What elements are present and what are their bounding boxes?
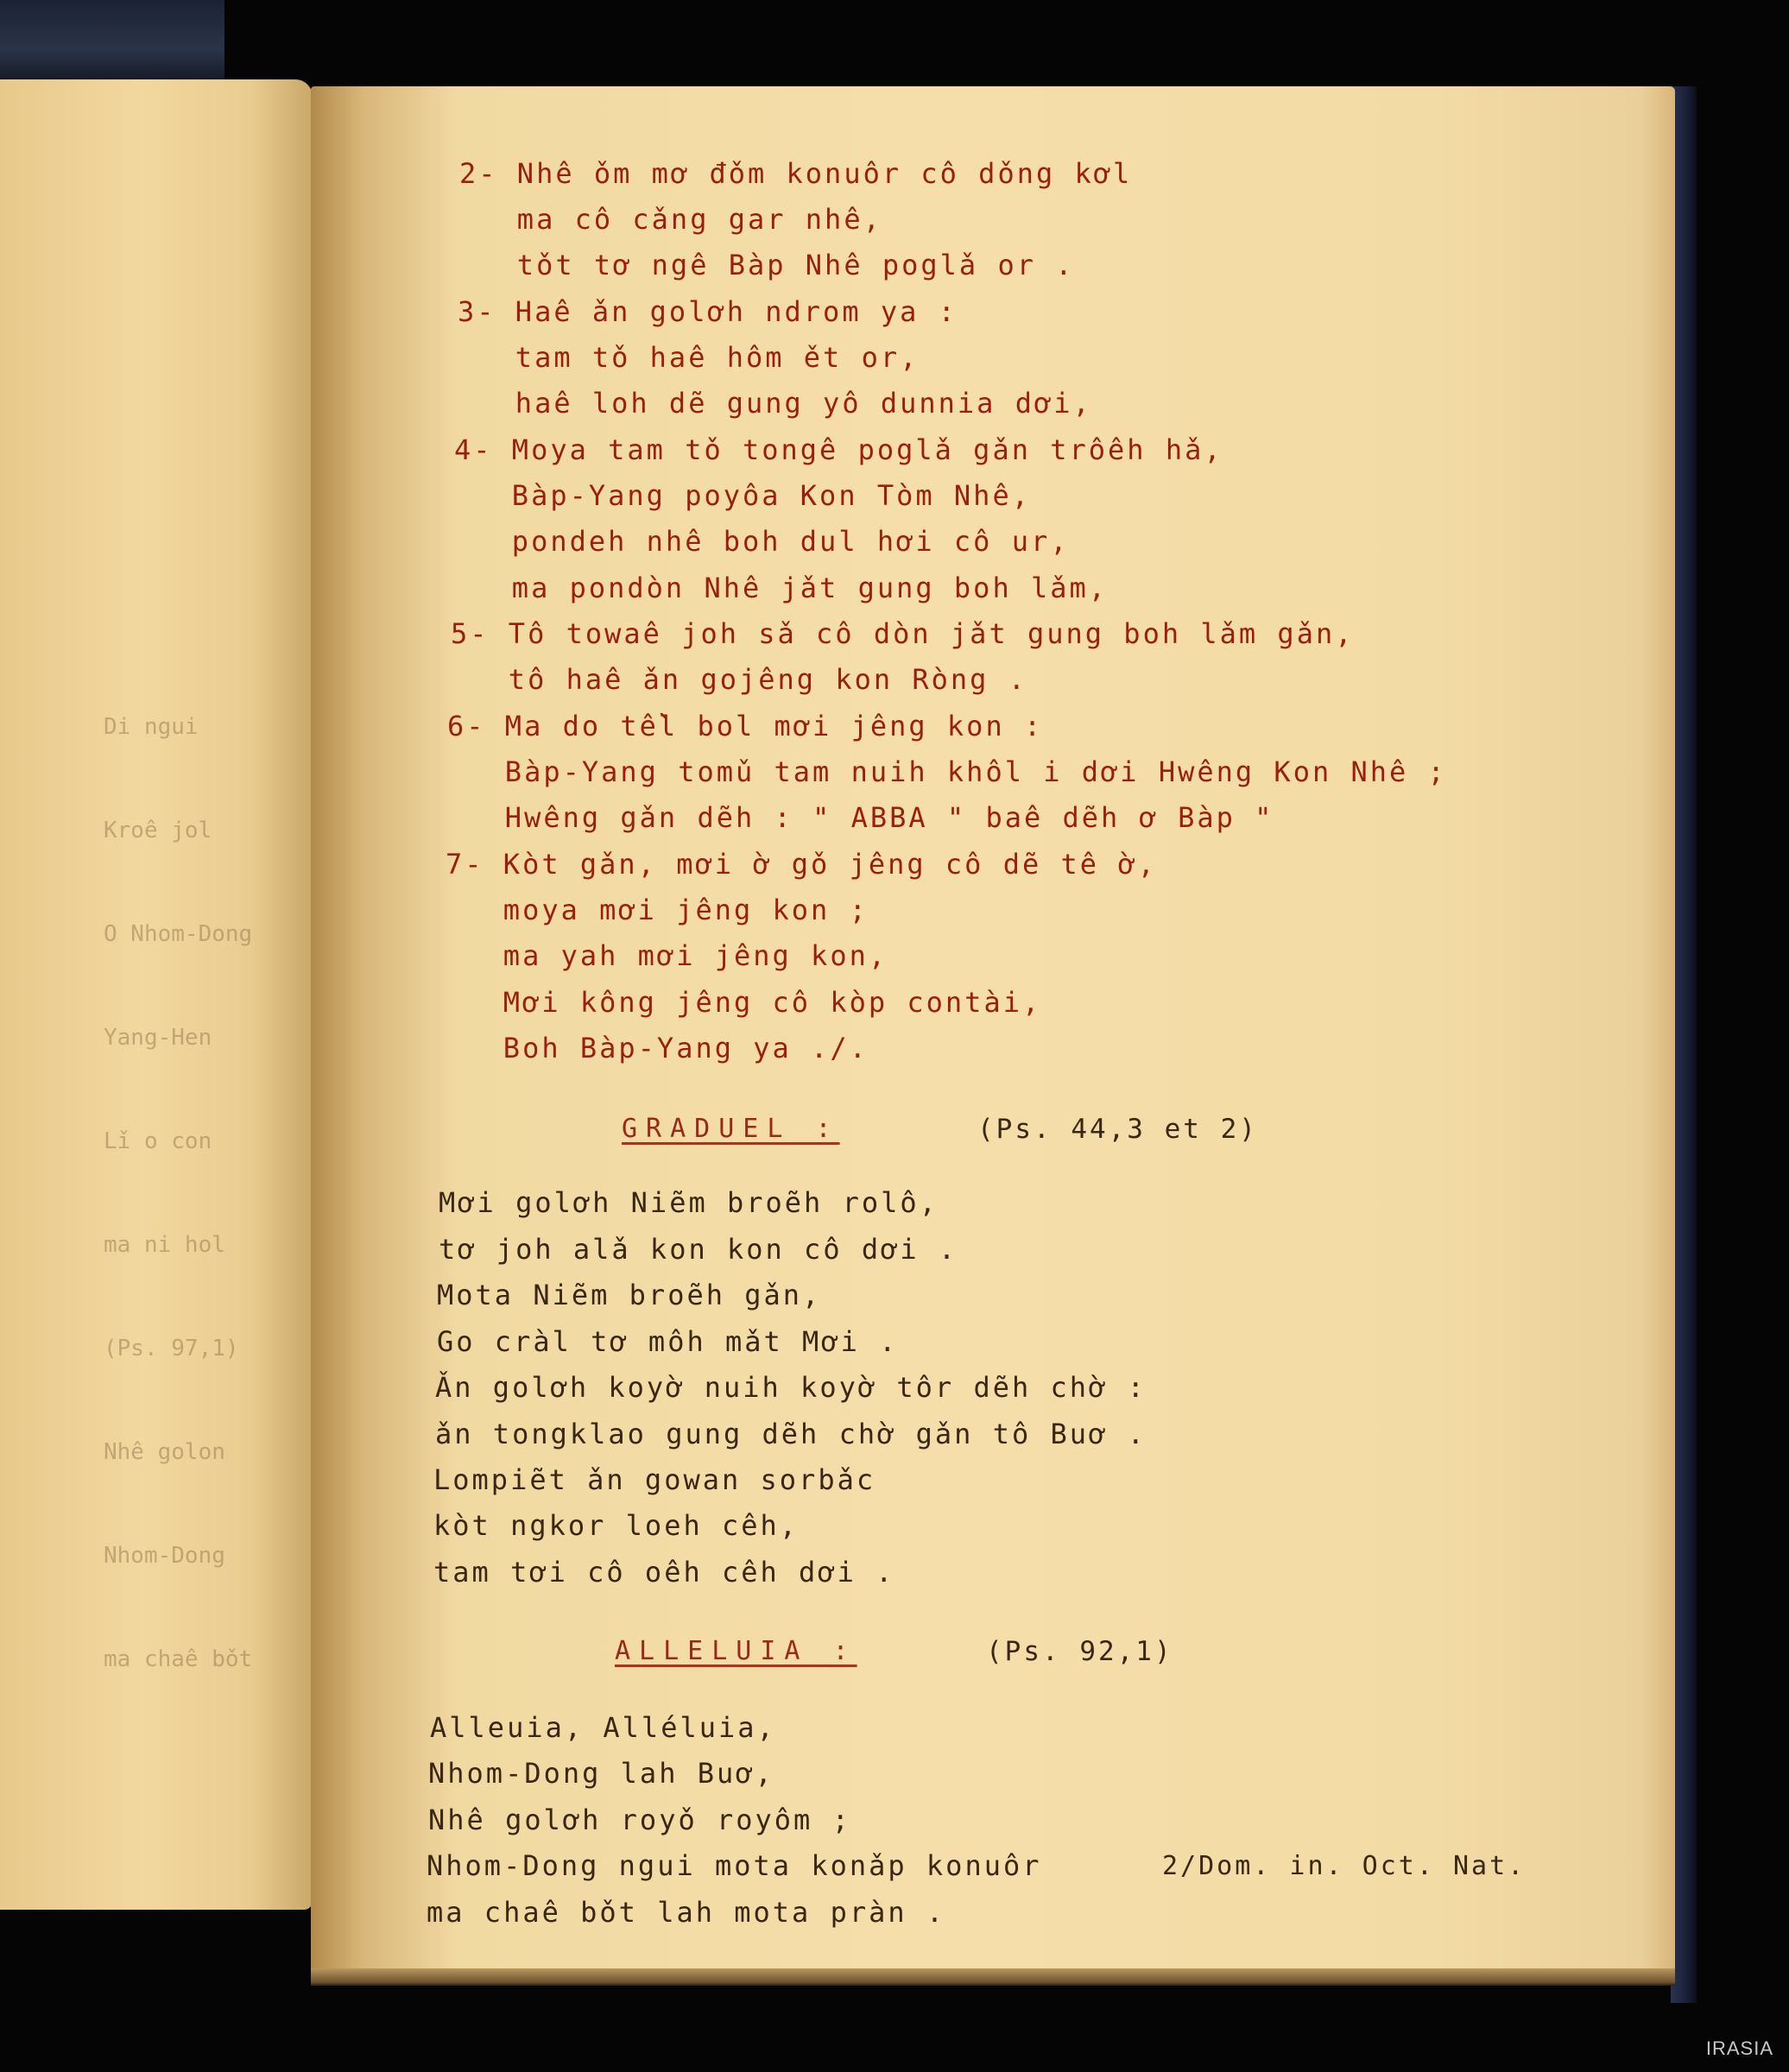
- graduel-heading: GRADUEL :: [622, 1114, 840, 1144]
- graduel-line: ǎn tongklao gung dẽh chờ gǎn tô Buơ .: [435, 1418, 1147, 1450]
- verse-line: Bàp-Yang tomǔ tam nuih khôl i dơi Hwêng Kon Nhê ;: [447, 755, 1447, 788]
- verse-line: tô haê ǎn gojêng kon Ròng .: [451, 663, 1027, 696]
- bleed-line: ma chaê bǒt: [104, 1646, 253, 1672]
- alleluia-line: Alleuia, Alléluia,: [430, 1711, 776, 1744]
- alleluia-line: Nhê golơh royǒ royôm ;: [428, 1804, 851, 1836]
- page-edge: [311, 1968, 1675, 1986]
- verse-line: moya mơi jêng kon ;: [446, 894, 869, 926]
- graduel-line: Mota Niẽm broẽh gǎn,: [437, 1279, 822, 1311]
- verse-line: ma cô cǎng gar nhê,: [459, 203, 882, 236]
- verse-line: 6- Ma do tềl bol mơi jêng kon :: [447, 710, 1044, 742]
- watermark: IRASIA: [1705, 2037, 1773, 2059]
- verse-line: 5- Tô towaê joh sǎ cô dòn jǎt gung boh lǎm gǎn,: [451, 617, 1355, 650]
- left-page: [0, 79, 313, 1910]
- verse-line: ma yah mơi jêng kon,: [446, 939, 888, 972]
- page-footer-label: 2/Dom. in. Oct. Nat.: [1162, 1851, 1527, 1881]
- verse-line: haê loh dẽ gung yô dunnia dơi,: [458, 387, 1092, 420]
- bleed-line: ma ni hol: [104, 1232, 225, 1258]
- bleed-line: Yang-Hen: [104, 1025, 212, 1051]
- graduel-reference: (Ps. 44,3 et 2): [977, 1114, 1258, 1145]
- verse-line: Hwêng gǎn dẽh : " ABBA " baê dẽh ơ Bàp ": [447, 801, 1274, 834]
- bleed-line: Lǐ o con: [104, 1128, 212, 1154]
- left-page-bleed-text: [104, 641, 252, 1746]
- verse-line: 4- Moya tam tǒ tongê poglǎ gǎn trôêh hǎ,: [454, 433, 1223, 466]
- verse-line: Bàp-Yang poyôa Kon Tòm Nhê,: [454, 479, 1031, 512]
- alleluia-line: Nhom-Dong lah Buơ,: [428, 1757, 774, 1790]
- verse-line: 7- Kòt gǎn, mơi ờ gǒ jêng cô dẽ tê ờ,: [446, 848, 1157, 881]
- book-cover: [0, 0, 224, 82]
- graduel-line: tam tơi cô oêh cêh dơi .: [433, 1556, 895, 1589]
- graduel-line: Go cràl tơ môh mǎt Mơi .: [437, 1325, 899, 1358]
- graduel-line: kòt ngkor loeh cêh,: [433, 1509, 800, 1542]
- bleed-line: Di ngui: [104, 714, 199, 740]
- alleluia-heading: ALLELUIA :: [615, 1636, 857, 1666]
- verse-line: 3- Haê ǎn golơh ndrom ya :: [458, 295, 958, 328]
- bleed-line: Kroê jol: [104, 818, 212, 843]
- verse-line: tǒt tơ ngê Bàp Nhê poglǎ or .: [459, 249, 1075, 281]
- bleed-line: (Ps. 97,1): [104, 1336, 239, 1361]
- alleluia-line: ma chaê bǒt lah mota pràn .: [427, 1896, 946, 1929]
- alleluia-reference: (Ps. 92,1): [986, 1636, 1173, 1667]
- verse-line: tam tǒ haê hôm ět or,: [458, 341, 920, 374]
- bleed-line: Nhê golon: [104, 1439, 225, 1465]
- graduel-line: Lompiẽt ǎn gowan sorbǎc: [433, 1463, 876, 1496]
- graduel-line: tơ joh alǎ kon kon cô dơi .: [439, 1233, 958, 1266]
- verse-line: Mơi kông jêng cô kòp contài,: [446, 986, 1042, 1019]
- verse-line: 2- Nhê ǒm mơ đǒm konuôr cô dǒng kơl: [459, 157, 1133, 190]
- verse-line: ma pondòn Nhê jǎt gung boh lǎm,: [454, 572, 1109, 604]
- graduel-line: Ǎn golơh koyờ nuih koyờ tôr dẽh chờ :: [435, 1371, 1147, 1404]
- bleed-line: O Nhom-Dong: [104, 921, 253, 947]
- verse-line: pondeh nhê boh dul hơi cô ur,: [454, 525, 1070, 558]
- graduel-line: Mơi golơh Niẽm broẽh rolô,: [439, 1186, 939, 1219]
- verse-line: Boh Bàp-Yang ya ./.: [446, 1032, 869, 1064]
- alleluia-line: Nhom-Dong ngui mota konǎp konuôr: [427, 1849, 1042, 1882]
- bleed-line: Nhom-Dong: [104, 1543, 225, 1569]
